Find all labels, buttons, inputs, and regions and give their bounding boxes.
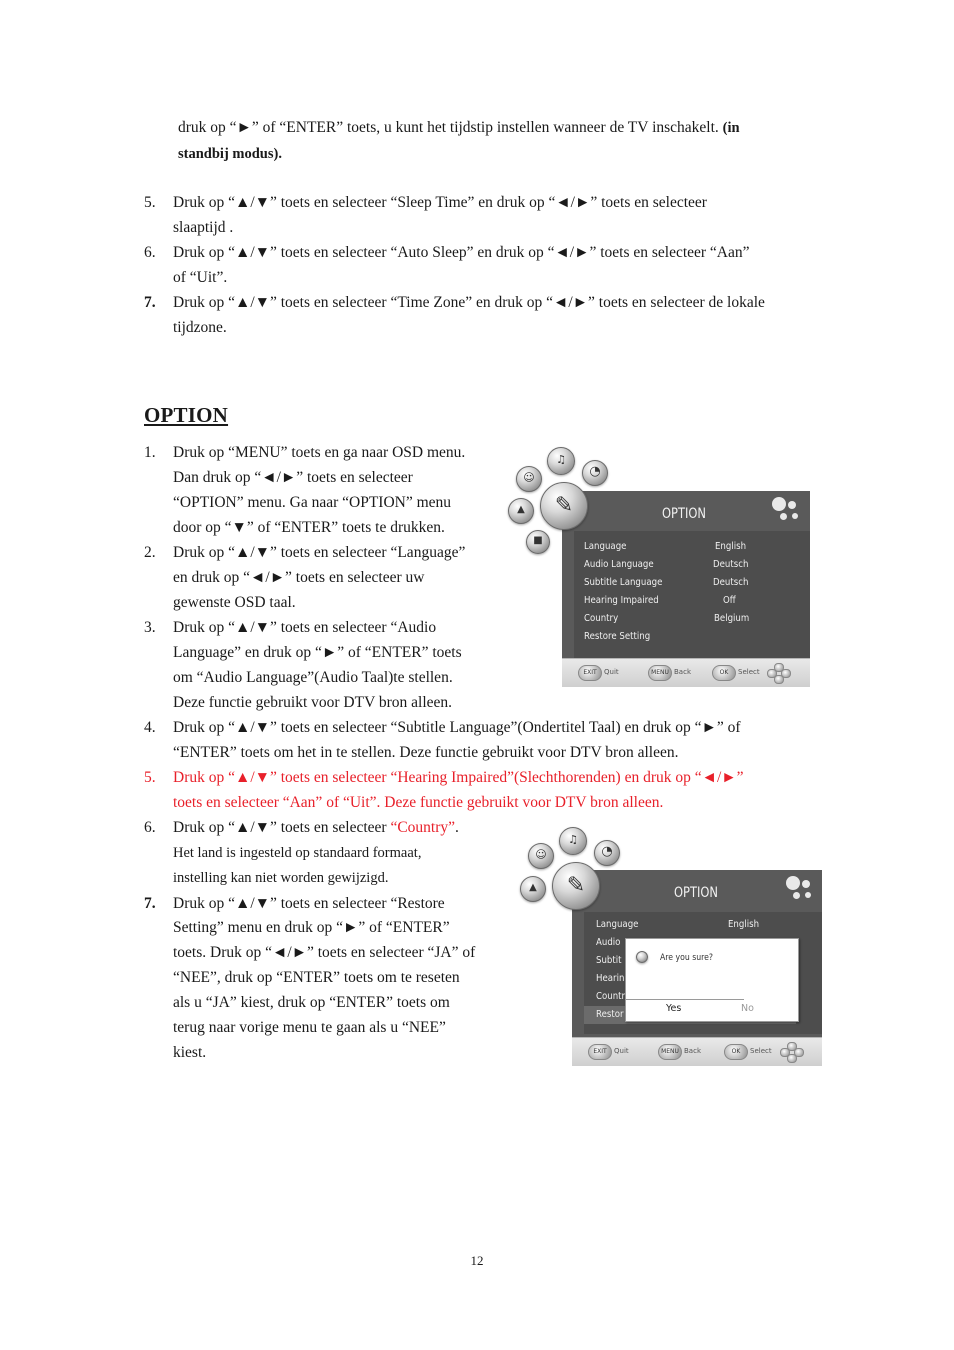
osd-row-value: Off bbox=[723, 595, 736, 606]
exit-key-icon[interactable]: EXIT bbox=[578, 665, 602, 681]
clock-menu-icon: ◔ bbox=[594, 840, 620, 866]
osd-row-label[interactable]: Hearin bbox=[596, 973, 625, 984]
dialog-yes-row bbox=[626, 999, 744, 1020]
osd-row-value: Deutsch bbox=[713, 559, 749, 570]
osd-panel bbox=[572, 870, 822, 1066]
step-number: 6. bbox=[144, 244, 156, 261]
sound-menu-icon: ♫ bbox=[547, 447, 575, 475]
step-text: slaaptijd . bbox=[173, 219, 234, 236]
decoration-dot bbox=[780, 513, 787, 520]
step-text: gewenste OSD taal. bbox=[173, 594, 296, 611]
page-number: 12 bbox=[470, 1253, 484, 1268]
step-text: toets. Druk op “◄/►” toets en selecteer “JA” of bbox=[173, 944, 476, 961]
osd-row-value: English bbox=[715, 541, 747, 552]
step-number: 1. bbox=[144, 444, 156, 461]
step-text: Druk op “▲/▼” toets en selecteer “Auto Sleep” en druk op “◄/►” toets en selecteer “Aan” bbox=[173, 244, 750, 261]
step-lead: Druk op “▲/▼” toets en selecteer bbox=[173, 819, 391, 836]
osd-row-value: English bbox=[728, 919, 760, 930]
info-icon bbox=[636, 951, 648, 963]
step-text: Druk op “▲/▼” toets en selecteer “Hearing Impaired”(Slechthorenden) en druk op “◄/►” bbox=[173, 769, 744, 786]
navigation-dpad-icon bbox=[767, 663, 789, 683]
step-number: 2. bbox=[144, 544, 156, 561]
osd-row-value: Belgium bbox=[714, 613, 750, 624]
step-number: 5. bbox=[144, 769, 156, 786]
step-text: Druk op “▲/▼” toets en selecteer “Sleep Time” en druk op “◄/►” toets en selecteer bbox=[173, 194, 707, 211]
step-lead-tail: . bbox=[455, 819, 459, 836]
exit-key-label: Quit bbox=[614, 1047, 629, 1055]
exit-key-icon[interactable]: EXIT bbox=[588, 1044, 612, 1060]
confirm-dialog bbox=[625, 938, 799, 1022]
step-text: Druk op “MENU” toets en ga naar OSD menu. bbox=[173, 444, 466, 461]
ok-key-icon[interactable]: OK bbox=[724, 1044, 748, 1060]
sound-menu-icon: ♫ bbox=[559, 827, 587, 855]
no-button[interactable]: No bbox=[741, 1003, 754, 1014]
exit-key-label: Quit bbox=[604, 668, 619, 676]
osd-row-label[interactable]: Restore Setting bbox=[584, 631, 651, 642]
picture-menu-icon: ☺ bbox=[528, 843, 554, 869]
step-text: door op “▼” of “ENTER” toets te drukken. bbox=[173, 519, 445, 536]
section-title: OPTION bbox=[144, 403, 229, 427]
step-text: kiest. bbox=[173, 1044, 207, 1061]
step-text: Druk op “▲/▼” toets en selecteer “Subtitle Language”(Ondertitel Taal) en druk op “►” of bbox=[173, 719, 741, 736]
decoration-dot bbox=[805, 892, 811, 898]
ok-key-icon[interactable]: OK bbox=[712, 665, 736, 681]
intro-bold-text: (in bbox=[722, 120, 740, 136]
osd-row-label[interactable]: Language bbox=[596, 919, 639, 930]
step-text: als u “JA” kiest, druk op “ENTER” toets om bbox=[173, 994, 450, 1011]
ok-key-label: Select bbox=[750, 1047, 772, 1055]
step-number: 6. bbox=[144, 819, 156, 836]
step-number: 3. bbox=[144, 619, 156, 636]
step-text: toets en selecteer “Aan” of “Uit”. Deze functie gebruikt voor DTV bron alleen. bbox=[173, 794, 664, 811]
menu-key-label: Back bbox=[684, 1047, 701, 1055]
option-menu-icon: ✎ bbox=[540, 482, 588, 530]
intro-line-2: standbij modus). bbox=[178, 146, 282, 162]
osd-row-label[interactable]: Restor bbox=[596, 1009, 624, 1020]
osd-row-label[interactable]: Subtit bbox=[596, 955, 622, 966]
intro-text: druk op “►” of “ENTER” toets, u kunt het tijdstip instellen wanneer de TV inschakelt. bbox=[178, 119, 723, 136]
step-number: 4. bbox=[144, 719, 156, 736]
decoration-dot bbox=[792, 513, 798, 519]
step-text: Setting” menu en druk op “►” of “ENTER” bbox=[173, 919, 450, 936]
step-text: Druk op “▲/▼” toets en selecteer “Restore bbox=[173, 895, 445, 912]
osd-row-label[interactable]: Language bbox=[584, 541, 627, 552]
decoration-dot bbox=[802, 880, 810, 888]
step-text: “ENTER” toets om het in te stellen. Deze functie gebruikt voor DTV bron alleen. bbox=[173, 744, 679, 761]
step-text: om “Audio Language”(Audio Taal)te stellen. bbox=[173, 669, 453, 686]
decoration-dot bbox=[772, 497, 786, 511]
step-text: “OPTION” menu. Ga naar “OPTION” menu bbox=[173, 494, 452, 511]
step-text: Druk op “▲/▼” toets en selecteer “Language” bbox=[173, 544, 466, 561]
step-text: Druk op “▲/▼” toets en selecteer “Time Zone” en druk op “◄/►” toets en selecteer de lokale bbox=[173, 294, 765, 311]
step-text: Het land is ingesteld op standaard formaat, bbox=[173, 845, 422, 861]
osd-row-label[interactable]: Subtitle Language bbox=[584, 577, 663, 588]
osd-row-label[interactable]: Country bbox=[584, 613, 619, 624]
lock-menu-icon: ■ bbox=[526, 530, 550, 554]
decoration-dot bbox=[788, 501, 796, 509]
step-text: instelling kan niet worden gewijzigd. bbox=[173, 870, 389, 886]
osd-panel bbox=[562, 491, 810, 687]
step-number: 7. bbox=[144, 294, 156, 311]
clock-menu-icon: ◔ bbox=[582, 460, 608, 486]
step-number: 5. bbox=[144, 194, 156, 211]
osd-row-value: Deutsch bbox=[713, 577, 749, 588]
picture-menu-icon: ☺ bbox=[516, 466, 542, 492]
navigation-dpad-icon bbox=[780, 1042, 802, 1062]
osd-row-label[interactable]: Hearing Impaired bbox=[584, 595, 659, 606]
step-text: Deze functie gebruikt voor DTV bron alleen. bbox=[173, 694, 453, 711]
channel-menu-icon: ▲ bbox=[508, 498, 534, 524]
osd-title: OPTION bbox=[674, 885, 718, 901]
osd-button-bar bbox=[572, 1037, 822, 1066]
step-text bbox=[173, 818, 459, 838]
step-highlight: “Country” bbox=[390, 819, 456, 836]
step-text: Druk op “▲/▼” toets en selecteer “Audio bbox=[173, 619, 437, 636]
menu-key-label: Back bbox=[674, 668, 691, 676]
ok-key-label: Select bbox=[738, 668, 760, 676]
step-text: “NEE”, druk op “ENTER” toets om te reseten bbox=[173, 969, 460, 986]
step-text: terug naar vorige menu te gaan als u “NEE” bbox=[173, 1019, 446, 1036]
menu-key-icon[interactable]: MENU bbox=[658, 1044, 682, 1060]
step-text: of “Uit”. bbox=[173, 269, 228, 286]
osd-row-label[interactable]: Audio bbox=[596, 937, 621, 948]
decoration-dot bbox=[786, 876, 800, 890]
decoration-dot bbox=[793, 892, 800, 899]
dialog-question: Are you sure? bbox=[660, 953, 714, 963]
channel-menu-icon: ▲ bbox=[520, 876, 546, 902]
step-number: 7. bbox=[144, 895, 156, 912]
option-menu-icon: ✎ bbox=[552, 862, 600, 910]
step-text: tijdzone. bbox=[173, 319, 227, 336]
step-text: Dan druk op “◄/►” toets en selecteer bbox=[173, 469, 413, 486]
yes-button[interactable]: Yes bbox=[666, 1003, 682, 1014]
step-text: Language” en druk op “►” of “ENTER” toets bbox=[173, 644, 462, 661]
osd-button-bar bbox=[562, 658, 810, 687]
intro-line-1 bbox=[178, 118, 740, 138]
menu-key-icon[interactable]: MENU bbox=[648, 665, 672, 681]
osd-title: OPTION bbox=[662, 506, 706, 522]
osd-row-label[interactable]: Countr bbox=[596, 991, 626, 1002]
step-text: en druk op “◄/►” toets en selecteer uw bbox=[173, 569, 425, 586]
osd-row-label[interactable]: Audio Language bbox=[584, 559, 654, 570]
